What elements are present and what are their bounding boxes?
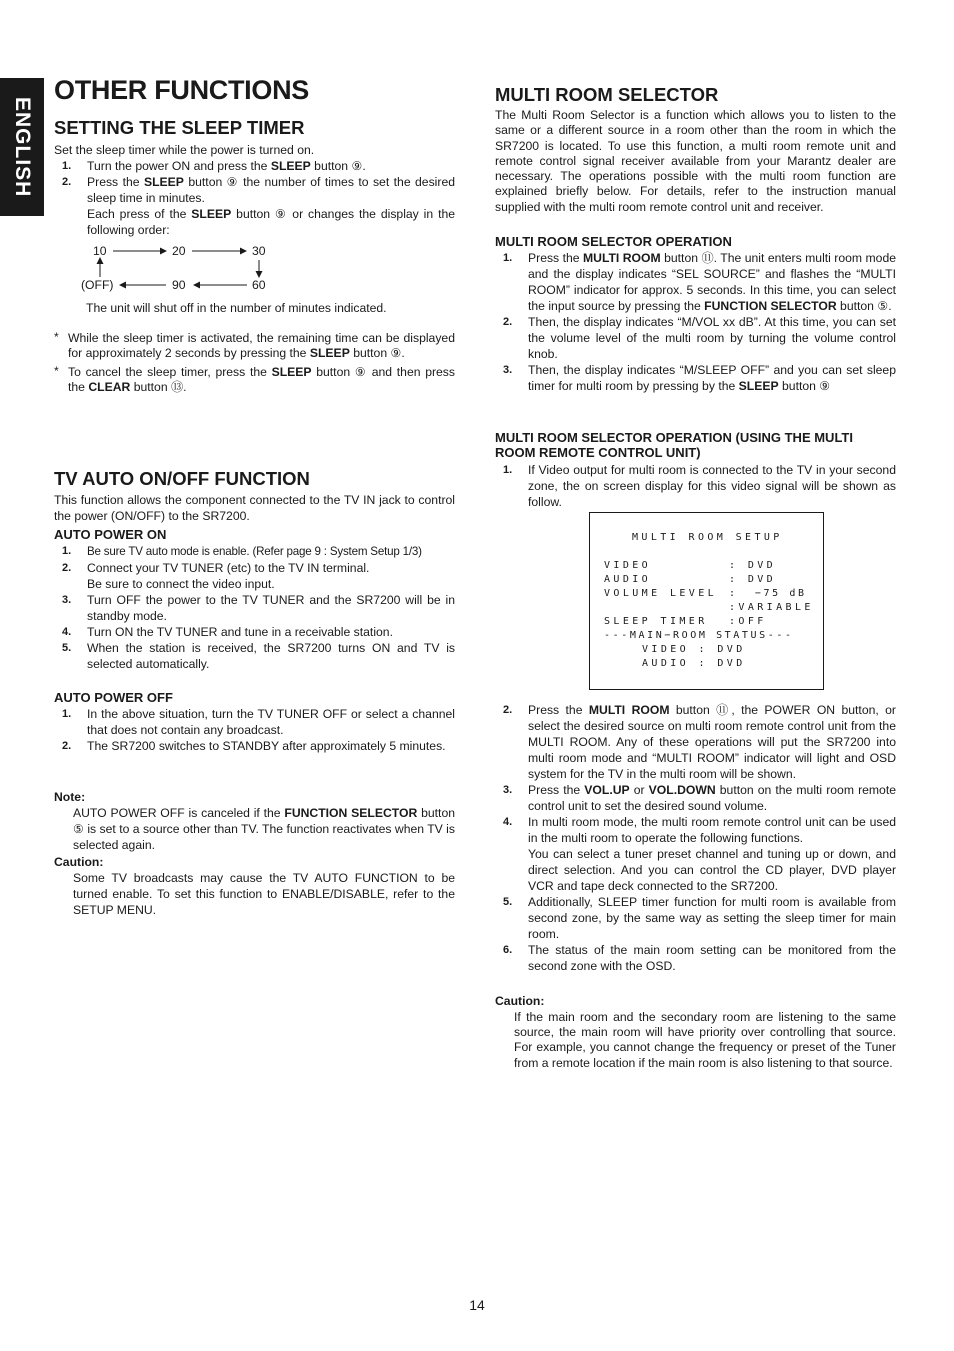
auto-power-off-heading: AUTO POWER OFF: [54, 690, 173, 705]
auto-power-off-steps: [54, 706, 455, 754]
auto-power-on-steps: [54, 543, 455, 672]
page-title: OTHER FUNCTIONS: [54, 75, 309, 105]
step-number: 1.: [62, 160, 72, 172]
step-number: 4.: [62, 626, 72, 638]
tv-caution-text: Some TV broadcasts may cause the TV AUTO FUNCTION to be turned enable. To set this function to ENABLE/DISABLE, refer to the SETUP MENU.: [73, 871, 455, 917]
step-text: Then, the display indicates “M/SLEEP OFF” and you can set sleep timer for multi room by pressing by the: [528, 363, 896, 393]
list-item: [495, 894, 896, 942]
osd-sleep-value: :OFF: [729, 616, 767, 627]
list-item: [54, 640, 455, 672]
step-number: 2.: [62, 562, 72, 574]
note-text: While the sleep timer is activated, the remaining time can be displayed for approximately 2 seconds by pressing the: [68, 331, 455, 360]
step-text: Turn OFF the power to the TV TUNER and the SR7200 will be in standby mode.: [87, 593, 455, 623]
osd-volume-label: VOLUME LEVEL: [604, 588, 718, 599]
sleep-note-2: [54, 365, 455, 395]
language-tab: [0, 78, 44, 216]
note-bold: FUNCTION SELECTOR: [284, 806, 418, 820]
multi-op-heading: MULTI ROOM SELECTOR OPERATION: [495, 234, 732, 249]
step-number: 3.: [62, 594, 72, 606]
osd-volume-value: : −75 dB: [729, 588, 807, 599]
note-text: button ⑬.: [130, 380, 187, 394]
step-bold: FUNCTION SELECTOR: [704, 299, 837, 313]
list-item: [495, 942, 896, 974]
step-number: 3.: [503, 784, 513, 796]
step-number: 1.: [503, 252, 513, 264]
list-item: [495, 814, 896, 894]
note-text: AUTO POWER OFF is canceled if the: [73, 806, 285, 820]
step-text: The status of the main room setting can be monitored from the second zone with the OSD.: [528, 943, 896, 973]
list-item: [54, 706, 455, 738]
tv-note-text: [54, 805, 455, 853]
multi-caution-label: Caution:: [495, 994, 545, 1008]
diagram-value-off: (OFF): [81, 278, 114, 292]
step-text: Press the: [87, 175, 144, 189]
list-item: [495, 314, 896, 362]
diagram-value-60: 60: [252, 278, 266, 292]
diagram-value-10: 10: [93, 244, 107, 258]
step-bold: MULTI ROOM: [588, 703, 670, 717]
multi-remote-step-1: [495, 462, 896, 510]
multi-remote-steps: [495, 702, 896, 974]
step-text: button ⑨: [778, 379, 831, 393]
step-text: Press the: [528, 251, 583, 265]
step-text: Press the: [528, 703, 589, 717]
list-item: [54, 543, 455, 560]
note-text: To cancel the sleep timer, press the: [68, 365, 272, 379]
language-tab-label: ENGLISH: [11, 96, 34, 198]
step-text: Additionally, SLEEP timer function for multi room is available from second zone, by the same way as setting the sleep timer for main room.: [528, 895, 896, 941]
step-number: 1.: [62, 708, 72, 720]
tv-intro: This function allows the component connected to the TV IN jack to control the power (ON/OFF) to the SR7200.: [54, 493, 455, 523]
step-number: 5.: [503, 896, 513, 908]
sleep-intro: Set the sleep timer while the power is turned on.: [54, 143, 315, 157]
diagram-arrows: [54, 242, 314, 292]
diagram-value-90: 90: [172, 278, 186, 292]
step-text: button ⑨ or changes the display in the following order:: [87, 207, 456, 237]
sleep-step-1: [54, 158, 455, 174]
step-text: In the above situation, turn the TV TUNER OFF or select a channel that does not contain any broadcast.: [87, 707, 455, 737]
sleep-after-text: The unit will shut off in the number of minutes indicated.: [86, 301, 387, 315]
note-text: button ⑨.: [349, 346, 405, 360]
osd-audio-value: : DVD: [729, 574, 777, 585]
osd-variable: :VARIABLE: [729, 602, 814, 613]
list-item: [54, 592, 455, 624]
tv-auto-heading: TV AUTO ON/OFF FUNCTION: [54, 468, 310, 489]
note-text: button ⑨ and then press the: [68, 365, 455, 394]
step-text: Be sure to connect the video input.: [87, 577, 275, 591]
step-text: When the station is received, the SR7200 turns ON and TV is selected automatically.: [87, 641, 455, 671]
step-text: button on the multi room remote control unit to set the desired sound volume.: [528, 783, 896, 813]
multi-room-heading: MULTI ROOM SELECTOR: [495, 84, 719, 105]
asterisk: *: [54, 330, 59, 344]
step-bold: VOL.DOWN: [648, 783, 716, 797]
multi-op-steps: [495, 250, 896, 394]
sleep-note-1: [54, 331, 455, 361]
step-text: Each press of the: [87, 207, 192, 221]
list-item: [54, 560, 455, 592]
auto-power-on-heading: AUTO POWER ON: [54, 527, 167, 542]
step-text: button ⑨ the number of times to set the desired sleep time in minutes.: [87, 175, 455, 205]
multi-room-intro: The Multi Room Selector is a function which allows you to listen to the same or a different source in a room other than the room in which the SR7200 is located. To use this function, a multi room remote unit and remote control signal receiver available from your Marantz dealer are necessary. The operations possible with the multi room function are explained briefly below. For details, refer to the instruction manual supplied with the multi room remote control unit and receiver.: [495, 108, 896, 214]
step-text: or: [629, 783, 649, 797]
osd-video-value: : DVD: [729, 560, 777, 571]
tv-note-label: Note:: [54, 790, 86, 804]
step-bold: VOL.UP: [584, 783, 630, 797]
step-number: 2.: [503, 316, 513, 328]
list-item: [495, 702, 896, 782]
list-item: [495, 362, 896, 394]
osd-status-line: ---MAIN−ROOM STATUS---: [604, 630, 794, 641]
page-number: 14: [469, 1297, 485, 1313]
step-bold: SLEEP: [143, 175, 184, 189]
list-item: [495, 462, 896, 510]
step-text: button ⑤.: [836, 299, 892, 313]
osd-video-label: VIDEO: [604, 560, 652, 571]
step-text: button ⑨.: [310, 159, 366, 173]
multi-caution-text: If the main room and the secondary room are listening to the same source, the main room will have priority over controlling that source. For example, you cannot change the frequency or preset of the Tuner from a remote location if the main room is also listening to that source.: [514, 1010, 896, 1070]
note-bold: SLEEP: [271, 365, 312, 379]
multi-remote-heading: MULTI ROOM SELECTOR OPERATION (USING THE MULTI ROOM REMOTE CONTROL UNIT): [495, 430, 853, 460]
step-bold: SLEEP: [270, 159, 311, 173]
step-number: 2.: [62, 176, 72, 188]
step-text: Then, the display indicates “M/VOL xx dB”. At this time, you can set the volume level of the multi room by turning the volume control knob.: [528, 315, 896, 361]
osd-title: MULTI ROOM SETUP: [632, 532, 783, 543]
sleep-notes: [54, 331, 455, 395]
step-number: 3.: [503, 364, 513, 376]
list-item: [54, 624, 455, 640]
step-number: 5.: [62, 642, 72, 654]
step-text: button ⑪. The unit enters multi room mode and the display indicates “SEL SOURCE” and flashes the “MULTI ROOM” indicator for approx. 5 seconds. In this time, you can select the input source by pressing the: [528, 251, 896, 313]
step-text: In multi room mode, the multi room remote control unit can be used in the multi room to operate the following functions.: [528, 815, 896, 845]
sleep-timer-heading: SETTING THE SLEEP TIMER: [54, 117, 305, 138]
sleep-steps: [54, 158, 455, 238]
osd-screen: [589, 512, 824, 690]
step-number: 2.: [62, 740, 72, 752]
note-bold: CLEAR: [88, 380, 131, 394]
osd-audio-label: AUDIO: [604, 574, 652, 585]
list-item: [54, 738, 455, 754]
step-bold: MULTI ROOM: [582, 251, 661, 265]
step-text: You can select a tuner preset channel and tuning up or down, and direct selection. And you can control the CD player, DVD player VCR and tape deck connected to the SR7200.: [528, 847, 896, 893]
note-text: button ⑤ is set to a source other than TV. The function reactivates when TV is selected again.: [73, 806, 455, 852]
osd-sleep-label: SLEEP TIMER: [604, 616, 708, 627]
step-text: Press the: [528, 783, 585, 797]
step-text: button ⑪, the POWER ON button, or select the desired source on multi room remote control unit from the MULTI ROOM. Any of these operations will put the SR7200 into multi room mode and “MULTI ROOM” indicator will light and OSD system for the TV in the multi room will be shown.: [528, 703, 896, 781]
osd-main-video: VIDEO : DVD: [642, 644, 746, 655]
diagram-value-20: 20: [172, 244, 186, 258]
tv-caution-label: Caution:: [54, 855, 104, 869]
note-bold: SLEEP: [309, 346, 350, 360]
list-item: [495, 250, 896, 314]
step-bold: SLEEP: [738, 379, 779, 393]
step-number: 4.: [503, 816, 513, 828]
step-number: 6.: [503, 944, 513, 956]
step-text: Be sure TV auto mode is enable. (Refer page 9 : System Setup 1/3): [87, 545, 422, 558]
sleep-step-2: [54, 174, 455, 238]
osd-main-audio: AUDIO : DVD: [642, 658, 746, 669]
step-number: 1.: [503, 464, 513, 476]
step-bold: SLEEP: [191, 207, 232, 221]
sleep-order-diagram: [54, 242, 314, 292]
step-text: If Video output for multi room is connected to the TV in your second zone, the on screen display for this video signal will be shown as follow.: [528, 463, 896, 509]
asterisk: *: [54, 364, 59, 378]
step-text: Turn ON the TV TUNER and tune in a receivable station.: [87, 625, 393, 639]
diagram-value-30: 30: [252, 244, 266, 258]
step-text: The SR7200 switches to STANDBY after approximately 5 minutes.: [87, 739, 446, 753]
step-number: 1.: [62, 545, 72, 557]
step-number: 2.: [503, 704, 513, 716]
step-text: Turn the power ON and press the: [87, 159, 271, 173]
step-text: Connect your TV TUNER (etc) to the TV IN terminal.: [87, 561, 370, 575]
list-item: [495, 782, 896, 814]
